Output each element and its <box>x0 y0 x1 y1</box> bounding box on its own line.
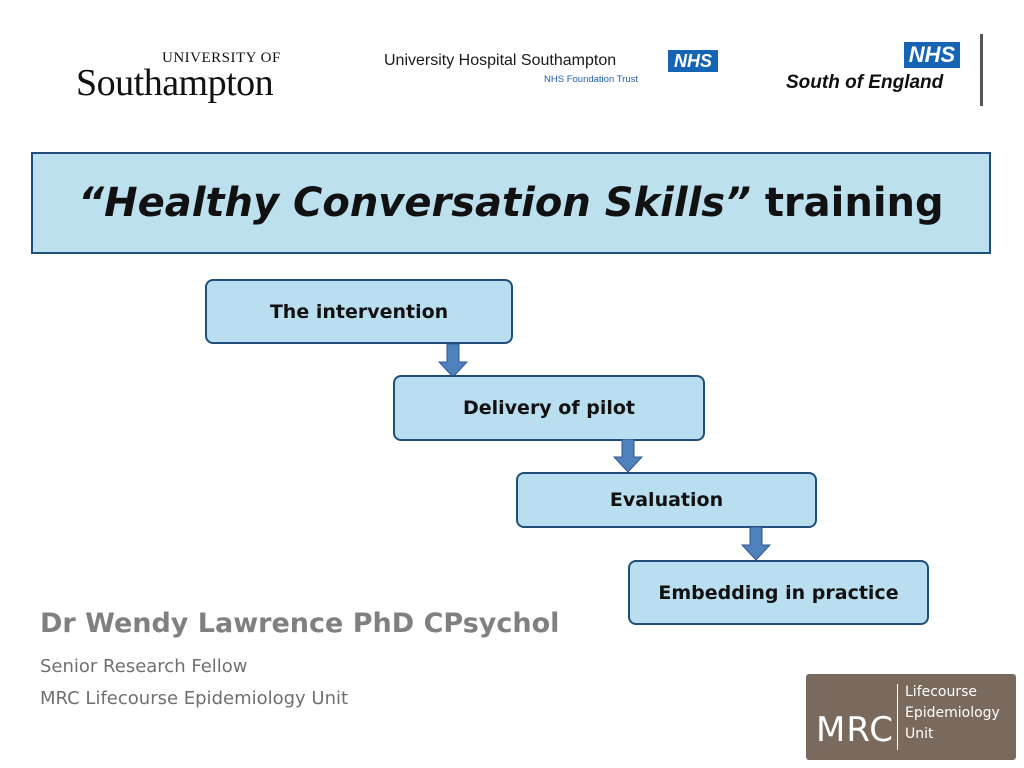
uhs-title: University Hospital Southampton <box>384 52 617 69</box>
mrc-line: Unit <box>905 726 934 742</box>
mrc-line: Epidemiology <box>905 705 1000 721</box>
nhs-badge: NHS <box>904 42 960 68</box>
logo-top-line: UNIVERSITY OF <box>162 50 281 66</box>
mrc-divider <box>897 684 898 750</box>
step-box-intervention: The intervention <box>205 279 513 344</box>
region-name: South of England <box>786 72 944 93</box>
title-rest: training <box>764 180 944 226</box>
mrc-mark: MRC <box>816 710 895 750</box>
mrc-lifecourse-logo <box>806 674 1016 760</box>
logo-name: Southampton <box>76 62 274 104</box>
author-name: Dr Wendy Lawrence PhD CPsychol <box>40 608 560 639</box>
uhs-subtitle: NHS Foundation Trust <box>544 74 638 85</box>
author-unit: MRC Lifecourse Epidemiology Unit <box>40 688 349 709</box>
title-quoted-phrase: “Healthy Conversation Skills” <box>78 180 751 226</box>
mrc-unit-lines <box>905 682 1000 745</box>
mrc-line: Lifecourse <box>905 684 978 700</box>
author-role: Senior Research Fellow <box>40 656 248 677</box>
university-of-southampton-logo <box>76 50 306 106</box>
nhs-south-of-england-logo <box>786 42 986 106</box>
down-arrow-icon <box>741 527 771 561</box>
logo-divider <box>980 34 983 106</box>
down-arrow-icon <box>613 439 643 473</box>
step-box-evaluation: Evaluation <box>516 472 817 528</box>
slide-title-banner <box>31 152 991 254</box>
down-arrow-icon <box>438 344 468 378</box>
step-box-embedding: Embedding in practice <box>628 560 929 625</box>
uhs-logo <box>384 48 724 92</box>
step-box-delivery: Delivery of pilot <box>393 375 705 441</box>
slide-title <box>78 180 943 226</box>
nhs-badge: NHS <box>668 50 718 72</box>
